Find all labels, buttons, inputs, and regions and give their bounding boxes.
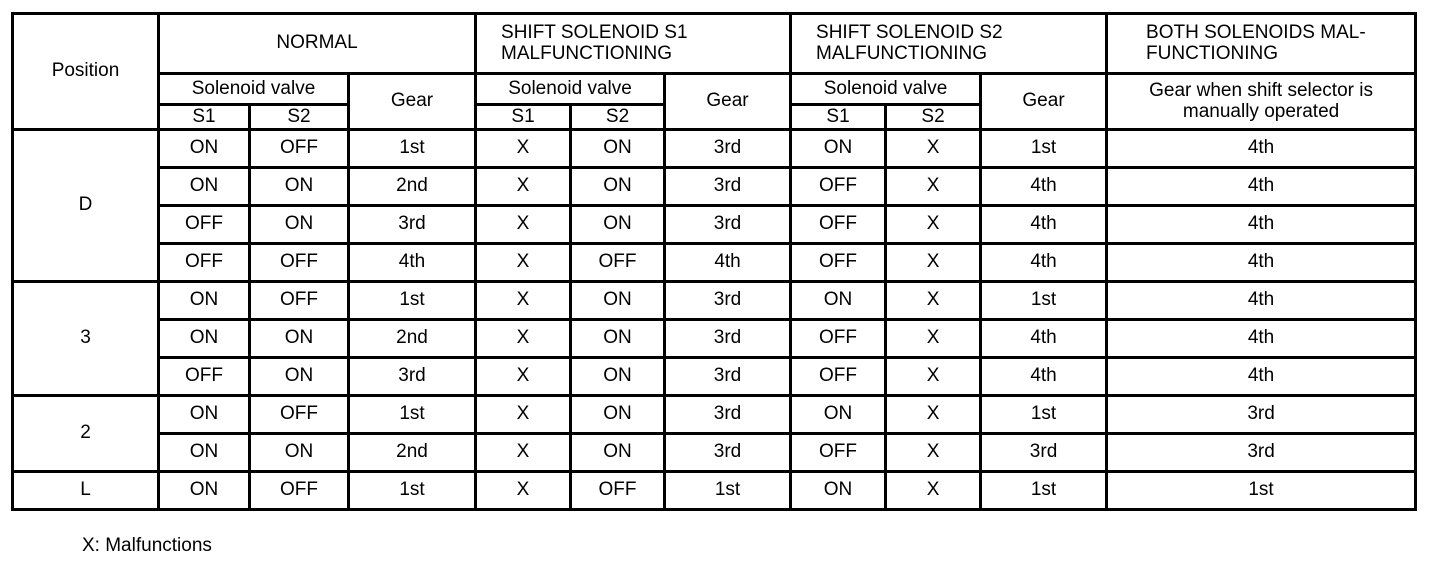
normal-gear-cell: 2nd xyxy=(349,434,476,472)
normal-s2-cell: ON xyxy=(250,434,349,472)
s1-header: S1 xyxy=(159,105,250,130)
normal-gear-cell: 2nd xyxy=(349,320,476,358)
normal-s1-cell: ON xyxy=(159,320,250,358)
legend-note: X: Malfunctions xyxy=(82,535,212,556)
both-manual-gear-cell: 4th xyxy=(1107,130,1416,168)
s2fail-gear-cell: 4th xyxy=(981,358,1107,396)
s1fail-gear-cell: 3rd xyxy=(665,434,791,472)
position-header: Position xyxy=(13,14,159,130)
header-line: SHIFT SOLENOID S1 xyxy=(501,21,688,43)
s1fail-gear-cell: 1st xyxy=(665,472,791,510)
both-manual-gear-cell: 4th xyxy=(1107,320,1416,358)
s2fail-s1-cell: OFF xyxy=(791,168,886,206)
s2-header: S2 xyxy=(886,105,981,130)
table-row xyxy=(13,358,1416,396)
s1fail-s1-cell: X xyxy=(476,206,571,244)
normal-s1-cell: OFF xyxy=(159,206,250,244)
s2fail-s1-cell: OFF xyxy=(791,206,886,244)
s2fail-s1-cell: ON xyxy=(791,282,886,320)
s1fail-gear-cell: 3rd xyxy=(665,168,791,206)
s2fail-s2-cell: X xyxy=(886,396,981,434)
both-manual-gear-cell: 4th xyxy=(1107,206,1416,244)
s2fail-s2-cell: X xyxy=(886,434,981,472)
s1fail-s1-cell: X xyxy=(476,434,571,472)
gear-header: Gear xyxy=(349,74,476,130)
s2-header: S2 xyxy=(571,105,665,130)
normal-gear-cell: 3rd xyxy=(349,358,476,396)
s1fail-s2-cell: ON xyxy=(571,358,665,396)
both-malfunction-header xyxy=(1107,14,1416,74)
normal-header: NORMAL xyxy=(159,14,476,74)
s2fail-s2-cell: X xyxy=(886,244,981,282)
table-row xyxy=(13,434,1416,472)
header-line: Gear when shift selector is xyxy=(1149,79,1373,101)
s1fail-s1-cell: X xyxy=(476,244,571,282)
both-manual-gear-cell: 4th xyxy=(1107,168,1416,206)
s1fail-s2-cell: OFF xyxy=(571,244,665,282)
s1fail-s1-cell: X xyxy=(476,168,571,206)
s2fail-s2-cell: X xyxy=(886,320,981,358)
table-row xyxy=(13,206,1416,244)
s2fail-s2-cell: X xyxy=(886,130,981,168)
normal-s2-cell: ON xyxy=(250,358,349,396)
normal-s1-cell: ON xyxy=(159,472,250,510)
s2fail-gear-cell: 1st xyxy=(981,130,1107,168)
s2fail-s2-cell: X xyxy=(886,168,981,206)
normal-s2-cell: ON xyxy=(250,168,349,206)
header-line: MALFUNCTIONING xyxy=(501,42,673,64)
position-cell: L xyxy=(13,472,159,510)
s2fail-gear-cell: 4th xyxy=(981,206,1107,244)
s1fail-s2-cell: ON xyxy=(571,434,665,472)
s1fail-s2-cell: ON xyxy=(571,282,665,320)
header-line: manually operated xyxy=(1182,100,1340,122)
position-cell: D xyxy=(13,130,159,282)
solenoid-valve-header: Solenoid valve xyxy=(791,74,981,105)
s1fail-s2-cell: ON xyxy=(571,130,665,168)
s2fail-s2-cell: X xyxy=(886,206,981,244)
position-cell: 2 xyxy=(13,396,159,472)
table-row xyxy=(13,396,1416,434)
gear-header: Gear xyxy=(981,74,1107,130)
s1fail-s2-cell: OFF xyxy=(571,472,665,510)
s1-malfunction-header xyxy=(476,14,791,74)
normal-gear-cell: 2nd xyxy=(349,168,476,206)
s1fail-s1-cell: X xyxy=(476,130,571,168)
header-line: BOTH SOLENOIDS MAL- xyxy=(1146,21,1366,43)
normal-gear-cell: 4th xyxy=(349,244,476,282)
s2-malfunction-header xyxy=(791,14,1107,74)
s1fail-gear-cell: 3rd xyxy=(665,396,791,434)
normal-s1-cell: OFF xyxy=(159,358,250,396)
normal-s1-cell: ON xyxy=(159,168,250,206)
normal-s2-cell: OFF xyxy=(250,396,349,434)
s2fail-gear-cell: 1st xyxy=(981,472,1107,510)
s2fail-s1-cell: ON xyxy=(791,472,886,510)
table-row xyxy=(13,244,1416,282)
both-manual-gear-cell: 3rd xyxy=(1107,434,1416,472)
s1fail-s1-cell: X xyxy=(476,282,571,320)
s1fail-s1-cell: X xyxy=(476,396,571,434)
normal-s1-cell: ON xyxy=(159,130,250,168)
both-manual-gear-cell: 4th xyxy=(1107,358,1416,396)
s2fail-gear-cell: 1st xyxy=(981,396,1107,434)
table-row xyxy=(13,168,1416,206)
normal-s2-cell: OFF xyxy=(250,472,349,510)
s2-header: S2 xyxy=(250,105,349,130)
s1fail-gear-cell: 3rd xyxy=(665,206,791,244)
s1fail-s2-cell: ON xyxy=(571,168,665,206)
normal-gear-cell: 1st xyxy=(349,130,476,168)
normal-gear-cell: 1st xyxy=(349,396,476,434)
both-manual-gear-cell: 4th xyxy=(1107,282,1416,320)
normal-s2-cell: ON xyxy=(250,206,349,244)
s1-header: S1 xyxy=(476,105,571,130)
s2fail-s1-cell: OFF xyxy=(791,434,886,472)
s2fail-s1-cell: OFF xyxy=(791,244,886,282)
s2fail-s2-cell: X xyxy=(886,282,981,320)
normal-s2-cell: OFF xyxy=(250,282,349,320)
s2fail-s1-cell: ON xyxy=(791,130,886,168)
normal-gear-cell: 1st xyxy=(349,282,476,320)
position-cell: 3 xyxy=(13,282,159,396)
header-line: SHIFT SOLENOID S2 xyxy=(816,21,1003,43)
solenoid-gear-table xyxy=(11,12,1417,511)
normal-gear-cell: 1st xyxy=(349,472,476,510)
both-manual-gear-cell: 4th xyxy=(1107,244,1416,282)
s2fail-s1-cell: OFF xyxy=(791,358,886,396)
table-row xyxy=(13,130,1416,168)
normal-s2-cell: ON xyxy=(250,320,349,358)
solenoid-valve-header: Solenoid valve xyxy=(476,74,665,105)
normal-s2-cell: OFF xyxy=(250,244,349,282)
s2fail-s2-cell: X xyxy=(886,358,981,396)
s1fail-gear-cell: 3rd xyxy=(665,282,791,320)
solenoid-valve-header: Solenoid valve xyxy=(159,74,349,105)
s1-header: S1 xyxy=(791,105,886,130)
s1fail-s2-cell: ON xyxy=(571,320,665,358)
s2fail-gear-cell: 4th xyxy=(981,320,1107,358)
normal-s1-cell: ON xyxy=(159,434,250,472)
s1fail-gear-cell: 4th xyxy=(665,244,791,282)
normal-s1-cell: OFF xyxy=(159,244,250,282)
s1fail-gear-cell: 3rd xyxy=(665,320,791,358)
table-row xyxy=(13,320,1416,358)
header-line: MALFUNCTIONING xyxy=(816,42,988,64)
gear-header: Gear xyxy=(665,74,791,130)
s1fail-s2-cell: ON xyxy=(571,206,665,244)
s2fail-s1-cell: OFF xyxy=(791,320,886,358)
s1fail-s2-cell: ON xyxy=(571,396,665,434)
table-row xyxy=(13,282,1416,320)
normal-s2-cell: OFF xyxy=(250,130,349,168)
table-row xyxy=(13,472,1416,510)
s2fail-s2-cell: X xyxy=(886,472,981,510)
s1fail-s1-cell: X xyxy=(476,358,571,396)
manual-gear-header xyxy=(1107,74,1416,130)
normal-s1-cell: ON xyxy=(159,282,250,320)
s1fail-s1-cell: X xyxy=(476,320,571,358)
s1fail-gear-cell: 3rd xyxy=(665,130,791,168)
s1fail-gear-cell: 3rd xyxy=(665,358,791,396)
both-manual-gear-cell: 1st xyxy=(1107,472,1416,510)
s2fail-s1-cell: ON xyxy=(791,396,886,434)
s2fail-gear-cell: 4th xyxy=(981,244,1107,282)
header-line: FUNCTIONING xyxy=(1146,42,1278,64)
s1fail-s1-cell: X xyxy=(476,472,571,510)
normal-s1-cell: ON xyxy=(159,396,250,434)
s2fail-gear-cell: 1st xyxy=(981,282,1107,320)
s2fail-gear-cell: 4th xyxy=(981,168,1107,206)
s2fail-gear-cell: 3rd xyxy=(981,434,1107,472)
both-manual-gear-cell: 3rd xyxy=(1107,396,1416,434)
normal-gear-cell: 3rd xyxy=(349,206,476,244)
